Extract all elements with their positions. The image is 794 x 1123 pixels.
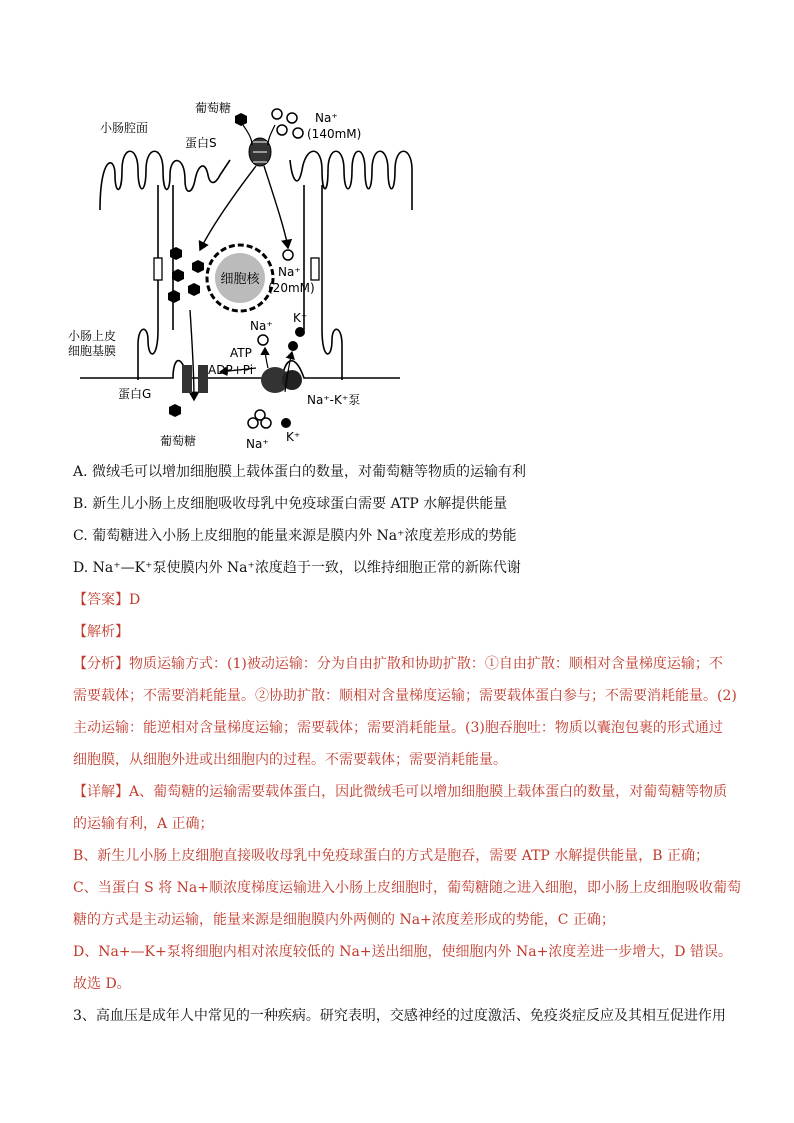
- option-b: B. 新生儿小肠上皮细胞吸收母乳中免疫球蛋白需要 ATP 水解提供能量: [73, 496, 508, 512]
- analysis-line: 【分析】物质运输方式：(1)被动运输：分为自由扩散和协助扩散：①自由扩散：顺相对含量梯度运输；不: [73, 656, 723, 672]
- glucose-icon: [235, 113, 247, 126]
- svg-text:小肠腔面: 小肠腔面: [100, 121, 149, 135]
- detail-line: C、当蛋白 S 将 Na+顺浓度梯度运输进入小肠上皮细胞时，葡萄糖随之进入细胞，即小肠上皮细胞吸收葡萄: [73, 880, 741, 896]
- svg-text:K⁺: K⁺: [286, 430, 301, 444]
- detail-line: B、新生儿小肠上皮细胞直接吸收母乳中免疫球蛋白的方式是胞吞，需要 ATP 水解提供能量，B 正确；: [73, 848, 710, 864]
- answer: 【答案】D: [73, 592, 141, 608]
- detail-line: 的运输有利，A 正确；: [73, 816, 214, 832]
- lateral-membrane-left: [138, 185, 158, 380]
- analysis-line: 细胞膜，从细胞外进或出细胞内的过程。不需要载体；需要消耗能量。: [73, 752, 507, 768]
- svg-text:小肠上皮: 小肠上皮: [68, 329, 117, 343]
- svg-text:Na⁺: Na⁺: [246, 437, 269, 451]
- svg-text:蛋白G: 蛋白G: [118, 387, 152, 401]
- svg-text:细胞核: 细胞核: [220, 272, 260, 287]
- svg-text:(20mM): (20mM): [268, 281, 315, 295]
- analysis-line: 主动运输：能逆相对含量梯度运输；需要载体；需要消耗能量。(3)胞吞胞吐：物质以囊泡包裹的形式通过: [73, 720, 723, 736]
- svg-text:Na⁺: Na⁺: [278, 265, 301, 279]
- svg-text:Na⁺: Na⁺: [315, 111, 338, 125]
- next-question: 3、高血压是成年人中常见的一种疾病。研究表明，交感神经的过度激活、免疫炎症反应及其相互促进作用: [73, 1008, 726, 1024]
- detail-line: 糖的方式是主动运输，能量来源是细胞膜内外两侧的 Na+浓度差形成的势能，C 正确；: [73, 912, 615, 928]
- svg-text:K⁺: K⁺: [293, 311, 308, 325]
- option-d: D. Na⁺—K⁺泵使膜内外 Na⁺浓度趋于一致，以维持细胞正常的新陈代谢: [73, 560, 521, 576]
- na-k-pump-icon: [261, 367, 302, 393]
- cell-transport-diagram: [60, 100, 440, 460]
- detail-line: 【详解】A、葡萄糖的运输需要载体蛋白，因此微绒毛可以增加细胞膜上载体蛋白的数量，对葡萄糖等物质: [73, 784, 728, 800]
- option-c: C. 葡萄糖进入小肠上皮细胞的能量来源是膜内外 Na⁺浓度差形成的势能: [73, 528, 517, 544]
- detail-line: D、Na+—K+泵将细胞内相对浓度较低的 Na+送出细胞，使细胞内外 Na+浓度差进一步增大，D 错误。: [73, 944, 732, 960]
- lateral-membrane-right: [322, 185, 342, 380]
- svg-text:ATP: ATP: [230, 346, 252, 360]
- svg-text:葡萄糖: 葡萄糖: [160, 434, 197, 448]
- analysis-heading: 【解析】: [73, 624, 129, 640]
- svg-text:细胞基膜: 细胞基膜: [68, 344, 117, 358]
- svg-text:蛋白S: 蛋白S: [185, 136, 217, 150]
- analysis-line: 需要载体；不需要消耗能量。②协助扩散：顺相对含量梯度运输；需要载体蛋白参与；不需要消耗能量。(2): [73, 688, 737, 704]
- diagram-svg: [60, 100, 440, 460]
- svg-text:Na⁺-K⁺泵: Na⁺-K⁺泵: [307, 393, 361, 407]
- svg-text:(140mM): (140mM): [307, 127, 362, 141]
- svg-text:Na⁺: Na⁺: [250, 319, 273, 333]
- svg-text:葡萄糖: 葡萄糖: [195, 101, 232, 115]
- detail-line: 故选 D。: [73, 976, 131, 992]
- option-a: A. 微绒毛可以增加细胞膜上载体蛋白的数量，对葡萄糖等物质的运输有利: [73, 464, 527, 480]
- protein-g-icon: [182, 365, 208, 393]
- svg-text:ADP+Pi: ADP+Pi: [208, 363, 254, 377]
